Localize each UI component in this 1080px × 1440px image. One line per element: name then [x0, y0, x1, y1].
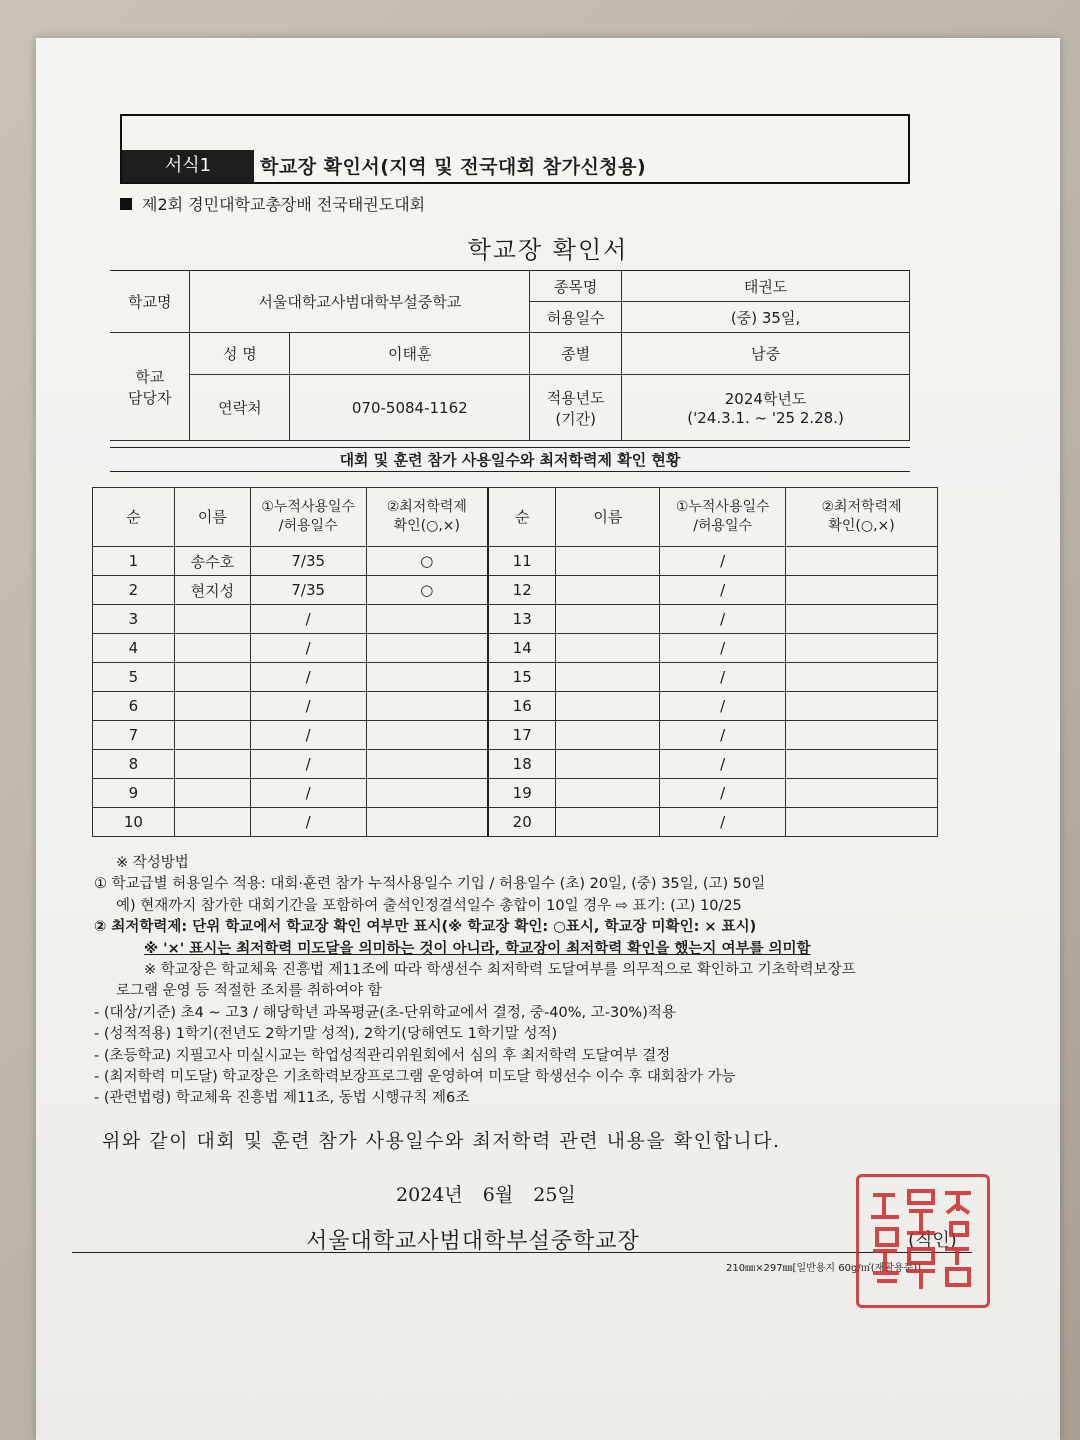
row-no: 11 — [488, 547, 556, 576]
row-no: 3 — [93, 605, 175, 634]
table-row — [93, 547, 938, 576]
days-value: (중) 35일, — [622, 302, 910, 333]
form-header — [120, 114, 910, 184]
name-label: 성 명 — [190, 333, 290, 375]
row-no: 13 — [488, 605, 556, 634]
row-no: 16 — [488, 692, 556, 721]
note-2: ② 최저학력제: 단위 학교에서 학교장 확인 여부만 표시(※ 학교장 확인: ○표시, 학교장 미확인: × 표시) — [94, 919, 757, 936]
row-days: / — [250, 634, 366, 663]
row-check — [786, 634, 938, 663]
row-name — [174, 721, 250, 750]
table-header-row — [93, 488, 938, 547]
table-row — [93, 576, 938, 605]
writing-notes — [94, 853, 994, 1110]
note-1-example: 예) 현재까지 참가한 대회기간을 포함하여 출석인정결석일수 총합이 10일 경우 ⇨ 표기: (고) 10/25 — [116, 897, 742, 914]
notes-heading: ※ 작성방법 — [116, 855, 189, 871]
row-name — [556, 605, 660, 634]
row-check — [786, 779, 938, 808]
signature-divider — [72, 1252, 972, 1253]
row-name — [556, 547, 660, 576]
row-name — [174, 634, 250, 663]
row-check — [366, 779, 488, 808]
school-name: 서울대학교사범대학부설중학교 — [190, 271, 530, 333]
header-days: ①누적사용일수 /허용일수 — [660, 488, 786, 547]
gender-label: 종별 — [530, 333, 622, 375]
row-name — [174, 808, 250, 837]
row-check — [786, 721, 938, 750]
row-days: / — [250, 750, 366, 779]
row-name — [556, 576, 660, 605]
document-paper — [36, 38, 1060, 1440]
form-label: 서식1 — [122, 150, 254, 182]
row-days: / — [250, 808, 366, 837]
gender-value: 남중 — [622, 333, 910, 375]
table-row — [93, 808, 938, 837]
row-days: / — [660, 721, 786, 750]
row-check — [786, 750, 938, 779]
row-days: / — [660, 779, 786, 808]
row-no: 9 — [93, 779, 175, 808]
square-bullet-icon — [120, 198, 132, 210]
header-check: ②최저학력제 확인(○,×) — [786, 488, 938, 547]
row-no: 6 — [93, 692, 175, 721]
row-no: 14 — [488, 634, 556, 663]
year-label: 적용년도 (기간) — [530, 375, 622, 441]
paper-spec: 210㎜×297㎜[일반용지 60g/㎡(재활용품)] — [726, 1263, 922, 1274]
row-name — [556, 750, 660, 779]
note-1: ① 학교급별 허용일수 적용: 대회·훈련 참가 누적사용일수 기입 / 허용일수 (초) 20일, (중) 35일, (고) 50일 — [94, 876, 766, 893]
row-days: / — [250, 605, 366, 634]
contact-label: 연락처 — [190, 375, 290, 441]
row-days: 7/35 — [250, 576, 366, 605]
row-check — [786, 808, 938, 837]
row-no: 2 — [93, 576, 175, 605]
row-check — [366, 808, 488, 837]
row-name — [174, 779, 250, 808]
row-name: 현지성 — [174, 576, 250, 605]
row-no: 15 — [488, 663, 556, 692]
row-check — [786, 605, 938, 634]
issue-date: 2024년 6월 25일 — [396, 1184, 576, 1206]
row-name — [556, 634, 660, 663]
table-row — [93, 721, 938, 750]
row-no: 7 — [93, 721, 175, 750]
row-no: 18 — [488, 750, 556, 779]
header-check: ②최저학력제 확인(○,×) — [366, 488, 488, 547]
note-2-b: ※ 학교장은 학교체육 진흥법 제11조에 따라 학생선수 최저학력 도달여부를 의무적으로 확인하고 기초학력보장프 — [144, 962, 856, 979]
row-days: / — [660, 692, 786, 721]
row-check: ○ — [366, 547, 488, 576]
row-check — [366, 721, 488, 750]
sport-value: 태권도 — [622, 271, 910, 302]
table-row — [93, 692, 938, 721]
school-label: 학교명 — [110, 271, 190, 333]
note-detail-3: - (초등학교) 지필고사 미실시교는 학업성적관리위원회에서 심의 후 최저학력 도달여부 결정 — [94, 1047, 671, 1064]
manager-label: 학교 담당자 — [110, 333, 190, 441]
row-name — [556, 692, 660, 721]
row-no: 5 — [93, 663, 175, 692]
row-check — [366, 605, 488, 634]
row-days: / — [660, 634, 786, 663]
row-name — [556, 721, 660, 750]
row-name — [556, 808, 660, 837]
row-no: 4 — [93, 634, 175, 663]
row-days: / — [660, 663, 786, 692]
row-days: / — [250, 663, 366, 692]
days-label: 허용일수 — [530, 302, 622, 333]
row-check — [366, 634, 488, 663]
row-check: ○ — [366, 576, 488, 605]
info-table — [110, 270, 910, 441]
row-no: 12 — [488, 576, 556, 605]
event-name: 제2회 경민대학교총장배 전국태권도대회 — [120, 192, 425, 215]
table-row — [93, 634, 938, 663]
participation-table — [92, 487, 938, 837]
note-2-a: ※ '×' 표시는 최저학력 미도달을 의미하는 것이 아니라, 학교장이 최저학력 확인을 했는지 여부를 의미함 — [144, 940, 811, 957]
header-name: 이름 — [174, 488, 250, 547]
row-check — [786, 663, 938, 692]
year-value: 2024학년도 ('24.3.1. ~ '25 2.28.) — [622, 375, 910, 441]
official-seal-icon — [856, 1174, 990, 1308]
row-no: 20 — [488, 808, 556, 837]
row-days: / — [660, 547, 786, 576]
manager-name: 이태훈 — [290, 333, 530, 375]
table-row — [93, 779, 938, 808]
row-days: / — [250, 779, 366, 808]
row-no: 1 — [93, 547, 175, 576]
row-days: / — [660, 605, 786, 634]
row-check — [366, 692, 488, 721]
row-check — [786, 576, 938, 605]
row-check — [366, 663, 488, 692]
form-title: 학교장 확인서(지역 및 전국대회 참가신청용) — [260, 156, 647, 178]
row-check — [786, 692, 938, 721]
row-days: 7/35 — [250, 547, 366, 576]
principal-signature-line: 서울대학교사범대학부설중학교장 — [306, 1229, 640, 1254]
confirmation-statement: 위와 같이 대회 및 훈련 참가 사용일수와 최저학력 관련 내용을 확인합니다. — [102, 1130, 781, 1152]
note-detail-4: - (최저학력 미도달) 학교장은 기초학력보장프로그램 운영하여 미도달 학생선수 이수 후 대회참가 가능 — [94, 1069, 736, 1086]
row-name — [174, 750, 250, 779]
row-days: / — [250, 692, 366, 721]
header-no: 순 — [93, 488, 175, 547]
row-no: 19 — [488, 779, 556, 808]
row-name — [174, 663, 250, 692]
row-check — [366, 750, 488, 779]
row-name — [174, 605, 250, 634]
row-days: / — [250, 721, 366, 750]
header-no: 순 — [488, 488, 556, 547]
row-name: 송수호 — [174, 547, 250, 576]
row-days: / — [660, 576, 786, 605]
note-2-b-cont: 로그램 운영 등 적절한 조치를 취하여야 함 — [116, 983, 382, 1000]
document-title: 학교장 확인서 — [467, 236, 629, 264]
note-detail-5: - (관련법령) 학교체육 진흥법 제11조, 동법 시행규칙 제6조 — [94, 1090, 470, 1107]
note-detail-1: - (대상/기준) 초4 ~ 고3 / 해당학년 과목평균(초-단위학교에서 결정, 중-40%, 고-30%)적용 — [94, 1004, 676, 1021]
header-name: 이름 — [556, 488, 660, 547]
table-row — [93, 663, 938, 692]
header-days: ①누적사용일수 /허용일수 — [250, 488, 366, 547]
seal-placeholder: (직인) — [908, 1230, 957, 1251]
row-no: 8 — [93, 750, 175, 779]
row-name — [556, 663, 660, 692]
row-no: 10 — [93, 808, 175, 837]
table-row — [93, 605, 938, 634]
row-name — [174, 692, 250, 721]
seal-graphic — [859, 1177, 987, 1305]
row-no: 17 — [488, 721, 556, 750]
sport-label: 종목명 — [530, 271, 622, 302]
row-days: / — [660, 808, 786, 837]
row-check — [786, 547, 938, 576]
section-title: 대회 및 훈련 참가 사용일수와 최저학력제 확인 현황 — [110, 447, 910, 472]
row-name — [556, 779, 660, 808]
row-days: / — [660, 750, 786, 779]
table-row — [93, 750, 938, 779]
contact-value: 070-5084-1162 — [290, 375, 530, 441]
note-detail-2: - (성적적용) 1학기(전년도 2학기말 성적), 2학기(당해연도 1학기말 성적) — [94, 1026, 558, 1043]
